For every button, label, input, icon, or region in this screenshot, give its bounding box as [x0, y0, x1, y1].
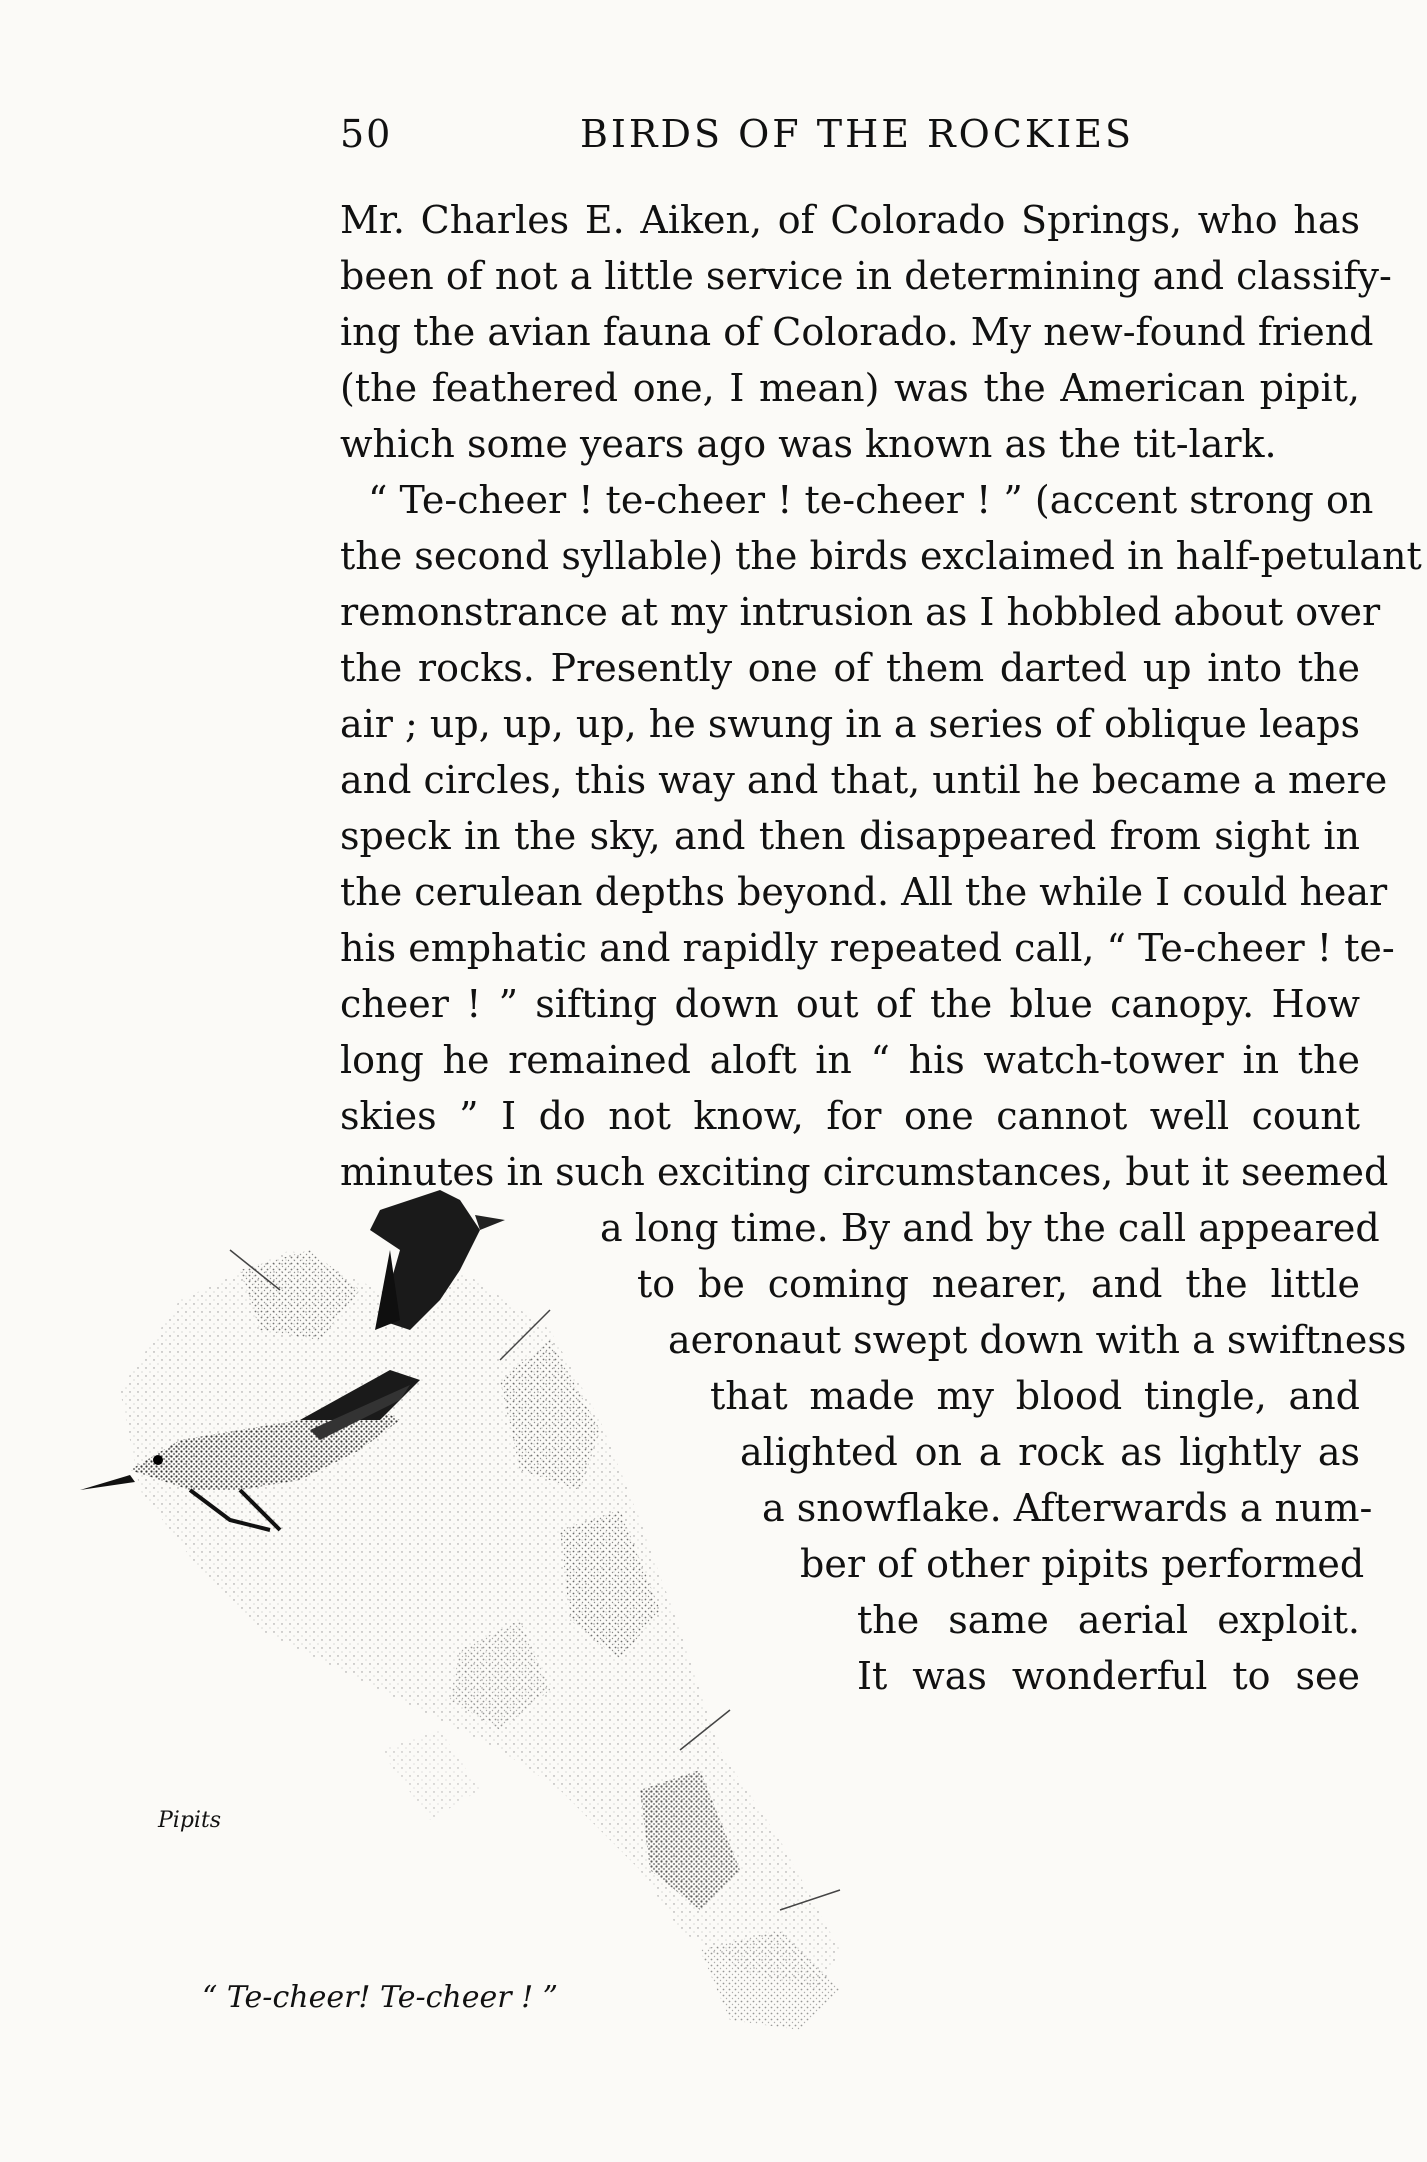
running-title: BIRDS OF THE ROCKIES	[580, 112, 1135, 156]
text-line: ing the avian fauna of Colorado. My new-found friend	[340, 310, 1374, 354]
text-line: been of not a little service in determining and classify-	[340, 254, 1392, 298]
illustration-caption: “ Te-cheer! Te-cheer ! ”	[202, 1980, 559, 2015]
text-line: and circles, this way and that, until he became a mere	[340, 758, 1388, 802]
text-line: to be coming nearer, and the little	[637, 1262, 1360, 1306]
text-line: (the feathered one, I mean) was the American pipit,	[340, 366, 1360, 410]
page-header	[340, 112, 1360, 162]
text-line: air ; up, up, up, he swung in a series of oblique leaps	[340, 702, 1361, 746]
text-line: the same aerial exploit.	[857, 1598, 1360, 1642]
rock-shape	[120, 1250, 840, 2030]
text-line: a long time. By and by the call appeared	[600, 1206, 1380, 1250]
text-line: that made my blood tingle, and	[710, 1374, 1360, 1418]
text-line: his emphatic and rapidly repeated call, “ Te-cheer ! te-	[340, 926, 1395, 970]
text-line: skies ” I do not know, for one cannot well count	[340, 1094, 1360, 1138]
text-line: speck in the sky, and then disappeared from sight in	[340, 814, 1360, 858]
pipits-illustration	[80, 1190, 880, 2070]
text-line: Mr. Charles E. Aiken, of Colorado Springs, who has	[340, 198, 1360, 242]
text-line: “ Te-cheer ! te-cheer ! te-cheer ! ” (accent strong on	[368, 478, 1374, 522]
text-line: remonstrance at my intrusion as I hobbled about over	[340, 590, 1381, 634]
text-line: ber of other pipits performed	[800, 1542, 1365, 1586]
text-line: the second syllable) the birds exclaimed in half-petulant	[340, 534, 1422, 578]
text-line: It was wonderful to see	[857, 1654, 1360, 1698]
text-line: the rocks. Presently one of them darted up into the	[340, 646, 1360, 690]
text-line: aeronaut swept down with a swiftness	[668, 1318, 1407, 1362]
page-number: 50	[340, 112, 393, 156]
illustration-label: Pipits	[158, 1808, 222, 1833]
text-line: minutes in such exciting circumstances, but it seemed	[340, 1150, 1389, 1194]
text-line: cheer ! ” sifting down out of the blue canopy. How	[340, 982, 1360, 1026]
text-line: alighted on a rock as lightly as	[740, 1430, 1360, 1474]
text-line: a snowflake. Afterwards a num-	[762, 1486, 1373, 1530]
text-line: long he remained aloft in “ his watch-tower in the	[340, 1038, 1360, 1082]
text-line: which some years ago was known as the tit-lark.	[340, 422, 1277, 466]
text-line: the cerulean depths beyond. All the while I could hear	[340, 870, 1388, 914]
